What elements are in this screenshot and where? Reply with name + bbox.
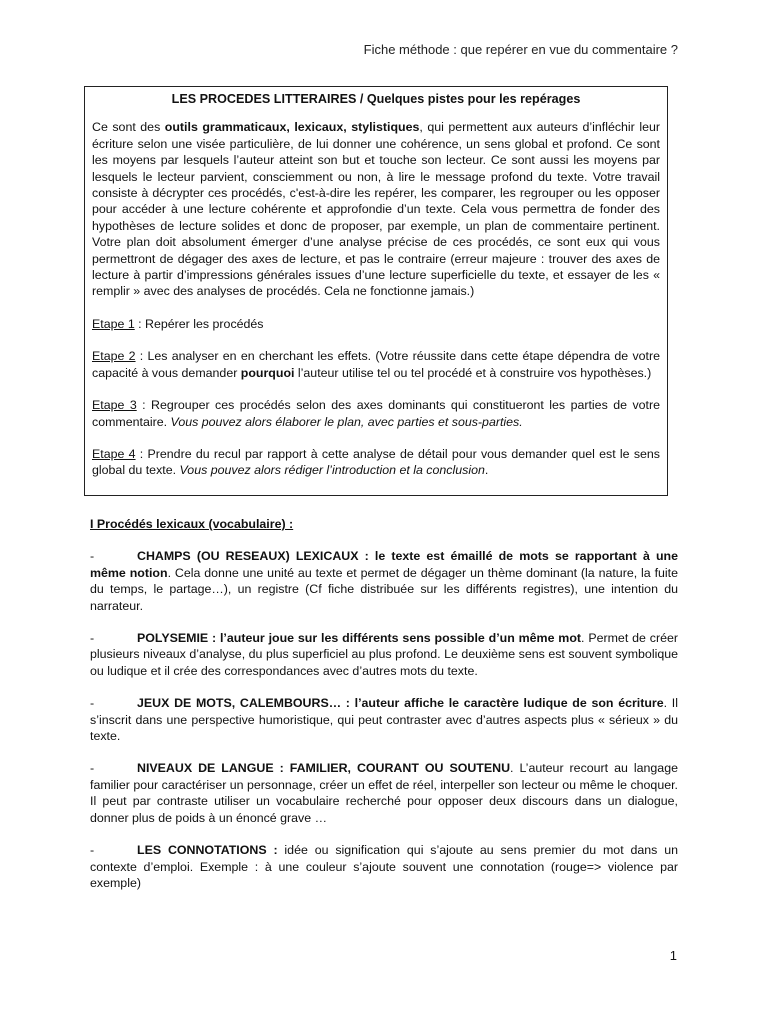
box-title: LES PROCEDES LITTERAIRES / Quelques pistes pour les repérages	[171, 92, 581, 106]
page-header: Fiche méthode : que repérer en vue du commentaire ?	[363, 42, 678, 57]
intro-paragraph	[92, 119, 660, 299]
methods-box	[84, 86, 668, 496]
bullet-dash: -	[90, 843, 95, 858]
item-text: . Il s’inscrit dans une perspective humoristique, qui peut contraster avec d’autres aspects plus « sérieux » du texte.	[90, 696, 678, 744]
step-3-italic: Vous pouvez alors élaborer le plan, avec parties et sous-parties.	[170, 414, 523, 429]
item-heading: LES CONNOTATIONS :	[137, 843, 278, 858]
step-3	[92, 397, 660, 430]
step-4-end: .	[484, 463, 489, 478]
step-1-label: Etape 1	[92, 316, 135, 331]
page-number: 1	[669, 948, 677, 963]
step-4-italic: Vous pouvez alors rédiger l’introduction et la conclusion	[179, 463, 485, 478]
bullet-dash: -	[90, 549, 95, 564]
section-title: I Procédés lexicaux (vocabulaire) :	[90, 517, 294, 531]
step-3-label: Etape 3	[92, 398, 137, 413]
item-heading: CHAMPS (OU RESEAUX) LEXICAUX : le texte est émaillé de mots se rapportant à une même notion	[90, 549, 678, 580]
step-2	[92, 348, 660, 381]
step-2-bold: pourquoi	[240, 365, 295, 380]
list-item	[90, 760, 678, 826]
list-item	[90, 842, 678, 891]
item-heading: JEUX DE MOTS, CALEMBOURS… : l’auteur affiche le caractère ludique de son écriture	[137, 696, 664, 711]
bullet-dash: -	[90, 696, 95, 711]
intro-bold: outils grammaticaux, lexicaux, stylistiques	[164, 120, 420, 135]
step-2-text-end: l’auteur utilise tel ou tel procédé et à construire vos hypothèses.)	[294, 365, 652, 380]
step-4-label: Etape 4	[92, 446, 136, 461]
item-heading: POLYSEMIE : l’auteur joue sur les différents sens possible d’un même mot	[137, 631, 582, 646]
step-4	[92, 446, 660, 479]
step-4-text: : Prendre du recul par rapport à cette analyse de détail pour vous demander quel est le sens global du texte.	[92, 446, 661, 478]
item-text: idée ou signification qui s’ajoute au sens premier du mot dans un contexte d’emploi. Exemple : à une couleur s’ajoute souvent une connotation (rouge=> violence par exemple)	[90, 843, 678, 890]
intro-text-start: Ce sont des	[92, 120, 165, 135]
intro-text-rest: , qui permettent aux auteurs d’infléchir leur écriture selon une visée particulière, de lui donner une cohérence, un sens global et profond. Ce sont les moyens par lesquels l’auteur atteint son but et touche son lecteur. Ce sont aussi les moyens par lesquels le lecteur parvient, consciemment ou non, à lire le message profond du texte. Votre travail consiste à décrypter ces procédés, c'est-à-dire les repérer, les comparer, les regrouper ou les opposer pour accéder à une lecture cohérente et approfondie d’un texte. Cela vous permettra de fonder des hypothèses de lecture solides et donc de proposer, par exemple, un plan de commentaire pertinent. Votre plan doit absolument émerger d’une analyse précise de ces procédés, ce sont eux qui vous permettront de dégager des axes de lecture, et pas le contraire (erreur majeure : trouver des axes de lecture à partir d’impressions générales issues d’une lecture superficielle du texte, et essayer de les « remplir » avec des analyses de procédés. Cela ne fonctionne jamais.)	[92, 120, 660, 299]
list-item	[90, 695, 678, 744]
item-text: . Permet de créer plusieurs niveaux d’analyse, du plus superficiel au plus profond. Le deuxième sens est souvent symbolique ou ludique et il crée des correspondances avec d’autres mots du texte.	[90, 631, 678, 678]
item-text: . L’auteur recourt au langage familier pour caractériser un personnage, créer un effet de réel, interpeller son lecteur ou même le choquer. Il peut par contraste utiliser un vocabulaire recherché pour opposer deux discours dans un dialogue, donner plus de poids à un énoncé grave …	[90, 761, 678, 825]
item-text: . Cela donne une unité au texte et permet de dégager un thème dominant (la nature, la fuite du temps, le partage…), un registre (Cf fiche distribuée sur les différents registres), une intention du narrateur.	[90, 565, 679, 613]
list-item	[90, 630, 678, 679]
step-2-label: Etape 2	[92, 349, 136, 364]
step-1	[92, 316, 660, 332]
list-item	[90, 548, 678, 614]
bullet-dash: -	[90, 631, 95, 646]
bullet-dash: -	[90, 761, 95, 776]
lexical-section	[90, 516, 678, 907]
step-1-text: : Repérer les procédés	[134, 316, 264, 331]
item-heading: NIVEAUX DE LANGUE : FAMILIER, COURANT OU SOUTENU	[137, 761, 511, 776]
step-2-text: : Les analyser en en cherchant les effets. (Votre réussite dans cette étape dépendra de votre capacité à vous demander	[92, 349, 660, 380]
step-3-text: : Regrouper ces procédés selon des axes dominants qui constitueront les parties de votre commentaire.	[92, 398, 660, 429]
